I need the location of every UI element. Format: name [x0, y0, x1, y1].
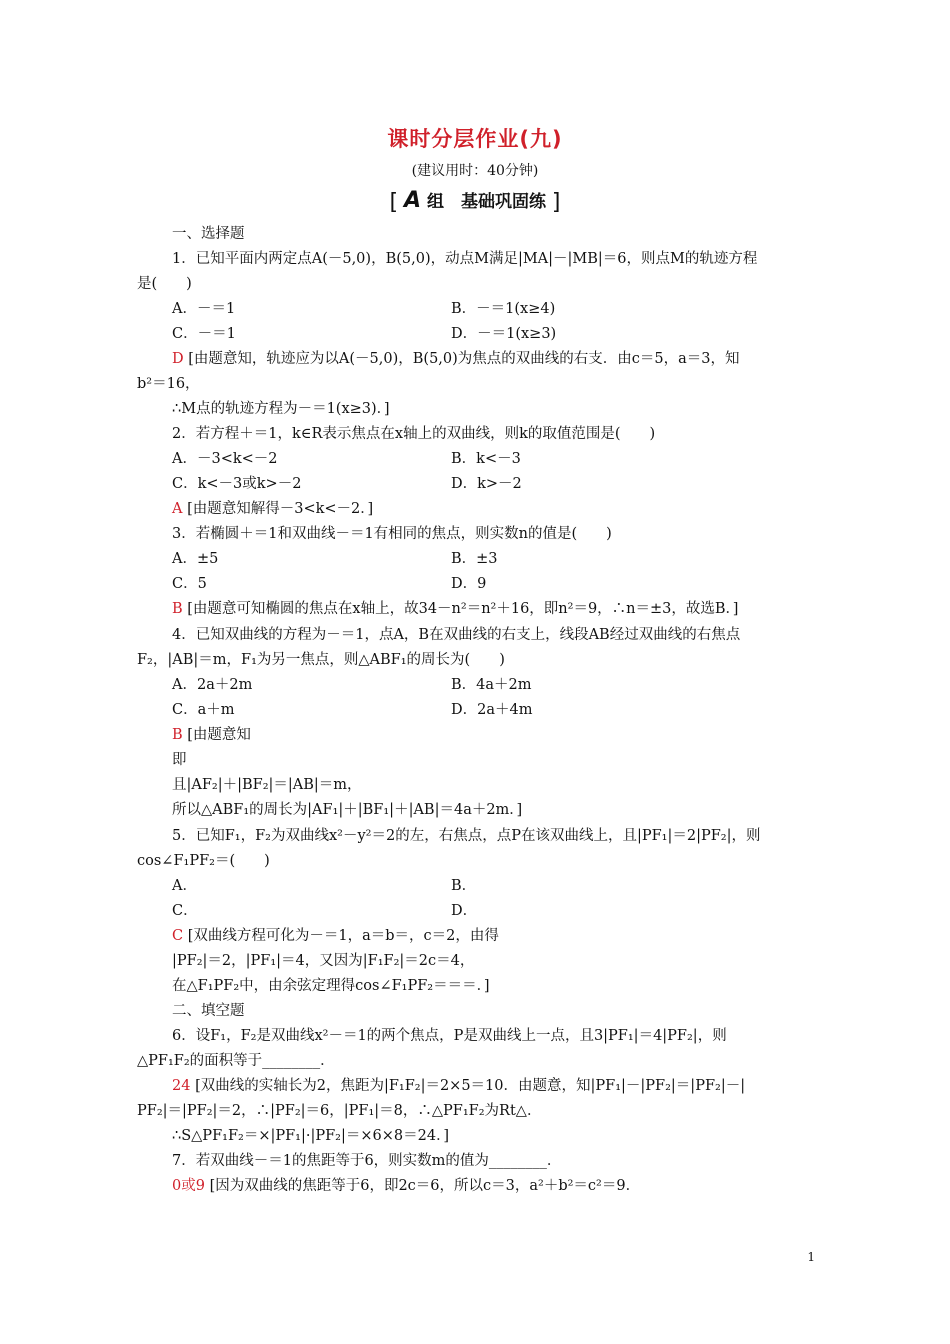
text-line [137, 375, 200, 393]
line-text: B． [451, 878, 477, 894]
text-line [451, 550, 498, 568]
text-line [172, 225, 245, 243]
line-text: C． [172, 903, 198, 919]
text-line [172, 600, 738, 618]
text-line [172, 1177, 640, 1195]
text-line [172, 550, 218, 568]
text-line [451, 575, 486, 593]
group-heading [0, 187, 950, 215]
text-line [137, 275, 192, 293]
answer-label: B [172, 601, 183, 617]
line-text: A．2a＋2m [172, 677, 253, 693]
line-text: 一、选择题 [172, 226, 245, 242]
line-text: A．±5 [172, 551, 219, 567]
line-text: A． [172, 878, 197, 894]
line-text: [因为双曲线的焦距等于6，即2c＝6，所以c＝3，a²＋b²＝c²＝9． [209, 1178, 641, 1194]
line-text: 是( ) [137, 276, 192, 292]
text-line [137, 651, 505, 669]
line-text: B．－＝1(x≥4) [451, 301, 556, 317]
text-line [172, 952, 474, 970]
line-text: D． [451, 903, 478, 919]
text-line [172, 626, 740, 644]
line-text: 即 [172, 752, 187, 768]
text-line [451, 300, 555, 318]
text-line [451, 877, 476, 895]
text-line [172, 827, 760, 845]
line-text: b²＝16， [137, 376, 200, 392]
line-text: [由题意知解得－3<k<－2．] [187, 501, 374, 517]
text-line [451, 902, 477, 920]
text-line [451, 701, 532, 719]
line-text: C．－＝1 [172, 326, 236, 342]
text-line [172, 350, 740, 368]
line-text: C．5 [172, 576, 207, 592]
text-line [137, 1102, 541, 1120]
text-line [172, 701, 235, 719]
line-text: D．2a＋4m [451, 702, 533, 718]
group-label: 组 基础巩固练 [426, 192, 546, 212]
line-text: |PF₂|＝2，|PF₁|＝4，又因为|F₁F₂|＝2c＝4， [172, 953, 475, 969]
answer-label: A [172, 501, 183, 517]
text-line [172, 751, 187, 769]
text-line [172, 475, 301, 493]
text-line [172, 1027, 727, 1045]
text-line [172, 1127, 449, 1145]
line-text: B．4a＋2m [451, 677, 532, 693]
line-text: D．k>－2 [451, 476, 522, 492]
line-text: 二、填空题 [172, 1003, 245, 1019]
line-text: 4．已知双曲线的方程为－＝1，点A，B在双曲线的右支上，线段AB经过双曲线的右焦点 [172, 627, 741, 643]
group-letter: A [404, 188, 422, 213]
text-line [137, 1052, 335, 1070]
line-text: F₂，|AB|＝m，F₁为另一焦点，则△ABF₁的周长为( ) [137, 652, 505, 668]
text-line [451, 450, 521, 468]
text-line [172, 500, 373, 518]
line-text: 3．若椭圆＋＝1和双曲线－＝1有相同的焦点，则实数n的值是( ) [172, 526, 612, 542]
line-text: C．k<－3或k>－2 [172, 476, 302, 492]
line-text: 在△F₁PF₂中，由余弦定理得cos∠F₁PF₂＝＝＝．] [172, 978, 490, 994]
text-line [172, 575, 207, 593]
line-text: [由题意知，轨迹应为以A(－5,0)，B(5,0)为焦点的双曲线的右支．由c＝5，a＝3，知 [188, 351, 740, 367]
suggested-time: (建议用时：40分钟) [411, 163, 539, 179]
line-text: B．±3 [451, 551, 498, 567]
answer-label: 24 [172, 1078, 191, 1094]
text-line [172, 801, 522, 819]
group-open-bracket: [ [389, 190, 399, 215]
answer-label: B [172, 727, 183, 743]
line-text: [由题意知 [187, 727, 251, 743]
line-text: [双曲线方程可化为－＝1，a＝b＝，c＝2，由得 [187, 928, 499, 944]
text-line [451, 475, 522, 493]
text-line [451, 676, 532, 694]
text-line [172, 1152, 561, 1170]
line-text: ∴S△PF₁F₂＝×|PF₁|·|PF₂|＝×6×8＝24．] [172, 1128, 449, 1144]
text-line [137, 852, 270, 870]
text-line [172, 300, 235, 318]
line-text: PF₂|＝|PF₂|＝2，∴|PF₂|＝6，|PF₁|＝8，∴△PF₁F₂为Rt△． [137, 1103, 542, 1119]
line-text: 6．设F₁，F₂是双曲线x²－＝1的两个焦点，P是双曲线上一点，且3|PF₁|＝4|PF₂|，则 [172, 1028, 727, 1044]
text-line [172, 1077, 745, 1095]
text-line [172, 977, 490, 995]
line-text: [双曲线的实轴长为2，焦距为|F₁F₂|＝2×5＝10．由题意，知|PF₁|－|PF₂|＝|PF₂|－| [195, 1078, 746, 1094]
text-line [172, 1002, 245, 1020]
text-line [172, 927, 499, 945]
line-text: 7．若双曲线－＝1的焦距等于6，则实数m的值为________． [172, 1153, 562, 1169]
line-text: cos∠F₁PF₂＝( ) [137, 853, 270, 869]
text-line [172, 425, 655, 443]
answer-label: C [172, 928, 184, 944]
line-text: A．－＝1 [172, 301, 236, 317]
line-text: D．9 [451, 576, 487, 592]
line-text: 所以△ABF₁的周长为|AF₁|＋|BF₁|＋|AB|＝4a＋2m．] [172, 802, 523, 818]
page-title: 课时分层作业(九) [387, 127, 563, 151]
line-text: 5．已知F₁，F₂为双曲线x²－y²＝2的左，右焦点，点P在该双曲线上，且|PF₁|＝2|PF₂|，则 [172, 828, 761, 844]
line-text: △PF₁F₂的面积等于________． [137, 1053, 335, 1069]
group-close-bracket: ] [551, 190, 561, 215]
text-line [172, 776, 362, 794]
text-line [172, 250, 757, 268]
page-number: 1 [807, 1250, 815, 1264]
text-line [172, 450, 278, 468]
text-line [172, 877, 197, 895]
text-line [172, 325, 236, 343]
line-text: B．k<－3 [451, 451, 521, 467]
text-line [451, 325, 556, 343]
text-line [172, 726, 251, 744]
line-text: C．a＋m [172, 702, 235, 718]
line-text: [由题意可知椭圆的焦点在x轴上，故34－n²＝n²＋16，即n²＝9，∴n＝±3，故选B．] [187, 601, 739, 617]
line-text: 1．已知平面内两定点A(－5,0)，B(5,0)，动点M满足|MA|－|MB|＝6，则点M的轨迹方程 [172, 251, 758, 267]
answer-label: D [172, 351, 184, 367]
line-text: ∴M点的轨迹方程为－＝1(x≥3)．] [172, 401, 390, 417]
line-text: 2．若方程＋＝1，k∈R表示焦点在x轴上的双曲线，则k的取值范围是( ) [172, 426, 656, 442]
line-text: 且|AF₂|＋|BF₂|＝|AB|＝m， [172, 777, 362, 793]
answer-label: 0或9 [172, 1178, 205, 1194]
text-line [172, 676, 252, 694]
line-text: A．－3<k<－2 [172, 451, 278, 467]
text-line [172, 400, 390, 418]
line-text: D．－＝1(x≥3) [451, 326, 557, 342]
text-line [172, 902, 198, 920]
text-line [172, 525, 612, 543]
